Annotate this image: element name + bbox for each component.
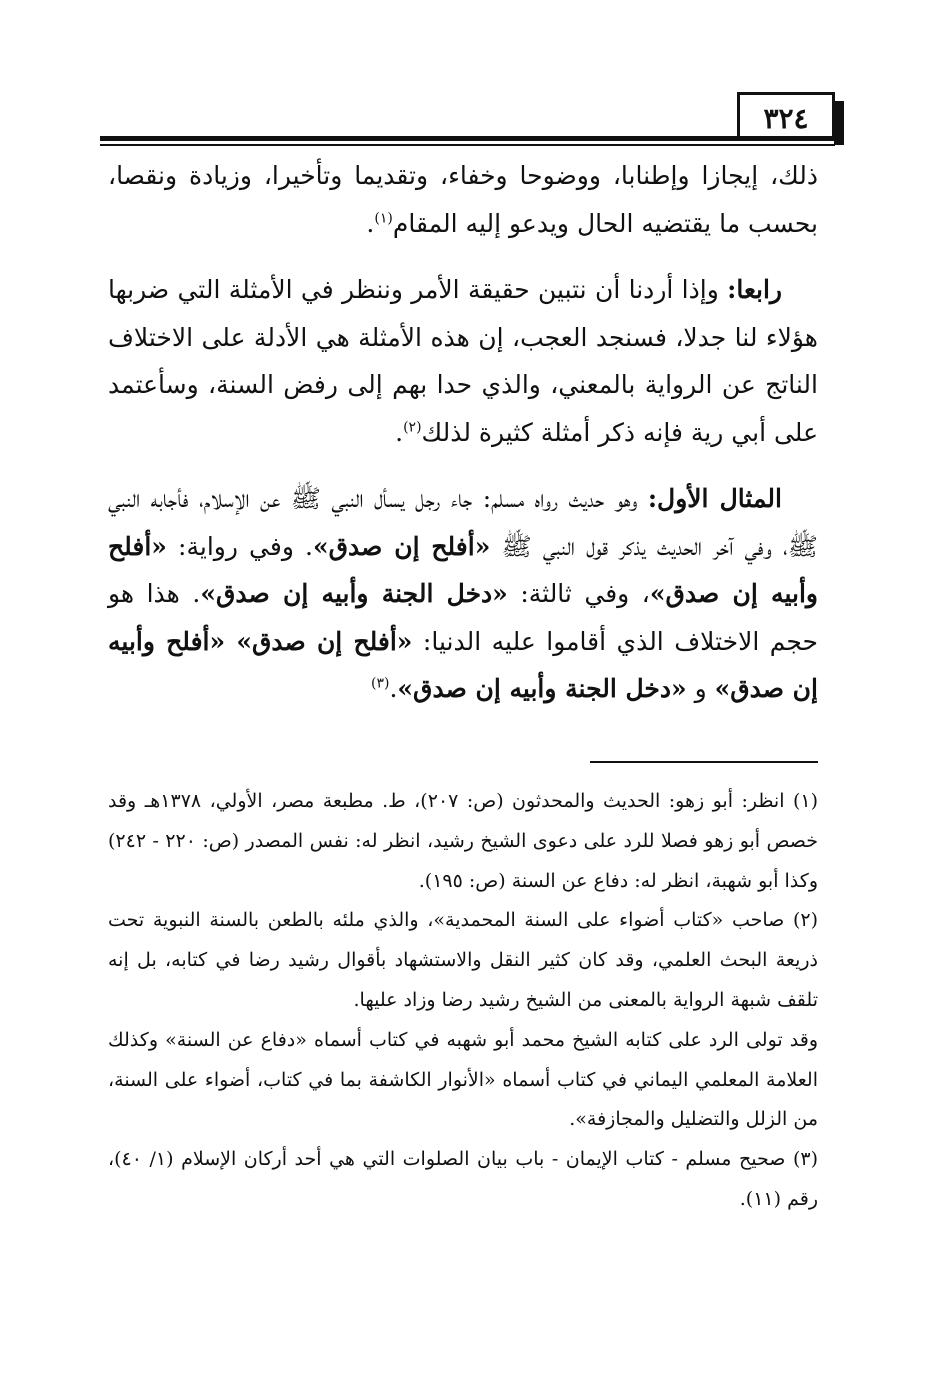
header-rule-thin (100, 144, 835, 146)
page-header (100, 92, 835, 152)
paragraph-2-lead: رابعا: (727, 275, 782, 304)
header-rule-thick (100, 136, 835, 141)
footnote-2-continued: وقد تولى الرد على كتابه الشيخ محمد أبو شهبه في كتاب أسماه «دفاع عن السنة» وكذلك العلامة المعلمي اليماني في كتاب أسماه «الأنوار الكاشفة بما في كتاب، أضواء على السنة، من الزلل والتضليل والمجازفة». (108, 1028, 818, 1131)
footnotes (108, 782, 818, 1220)
footnote-3: (٣) صحيح مسلم - كتاب الإيمان - باب بيان الصلوات التي هي أحد أركان الإسلام (١/ ٤٠)، رقم (١١). (108, 1148, 818, 1210)
hadith-quote-2: «أفلح وأبيه إن صدق» (108, 531, 818, 608)
paragraph-3: المثال الأول: وهو حديث رواه مسلم: جاء رجل يسأل النبي ﷺ عن الإسلام، فأجابه النبي ﷺ، وفي آخر الحديث يذكر قول النبي ﷺ «أفلح إن صدق». وفي رواية: «أفلح وأبيه إن صدق»، وفي ثالثة: «دخل الجنة وأبيه إن صدق». هذا هو حجم الاختلاف الذي أقاموا عليه الدنيا: «أفلح إن صدق» «أفلح وأبيه إن صدق» و «دخل الجنة وأبيه إن صدق».$^{(٣)}$ (108, 484, 818, 703)
footnote-separator (590, 761, 818, 763)
hadith-quote-1: «أفلح إن صدق» (312, 531, 491, 561)
footnote-ref-1: (١) (374, 210, 393, 227)
footnote-ref-3: (٣) (371, 675, 390, 692)
footnote-2: (٢) صاحب «كتاب أضواء على السنة المحمدية»، والذي ملئه بالطعن بالسنة النبوية تحت ذريعة البحث العلمي، وقد كان كثير النقل والاستشهاد بأقوال رشيد رضا في كتابه، بل إنه تلقف شبهة الرواية بالمعنى من الشيخ رشيد رضا وزاد عليها. (108, 909, 818, 1011)
hadith-quote-3: «دخل الجنة وأبيه إن صدق» (200, 579, 508, 608)
hadith-quote-4: «أفلح إن صدق» «أفلح وأبيه إن صدق» (108, 626, 818, 703)
paragraph-2: رابعا: وإذا أردنا أن نتبين حقيقة الأمر وننظر في الأمثلة التي ضربها هؤلاء لنا جدلا، فسنجد العجب، إن هذه الأمثلة هي الأدلة على الاختلاف الناتج عن الرواية بالمعني، والذي حدا بهم إلى رفض السنة، وسأعتمد على أبي رية فإنه ذكر أمثلة كثيرة لذلك$^{(٢)}$. (108, 275, 818, 447)
paragraph-1: ذلك، إيجازا وإطنابا، ووضوحا وخفاء، وتقديما وتأخيرا، وزيادة ونقصا، بحسب ما يقتضيه الحال ويدعو إليه المقام$^{(١)}$. (108, 161, 818, 238)
paragraph-3-lead: المثال الأول: (647, 484, 782, 513)
footnote-1: (١) انظر: أبو زهو: الحديث والمحدثون (ص: ٢٠٧)، ط. مطبعة مصر، الأولي، ١٣٧٨هـ وقد خصص أبو زهو فصلا للرد على دعوى الشيخ رشيد، انظر له: نفس المصدر (ص: ٢٢٠ - ٢٤٢) وكذا أبو شهبة، انظر له: دفاع عن السنة (ص: ١٩٥). (108, 790, 819, 892)
footnote-ref-2: (٢) (403, 419, 422, 436)
hadith-quote-5: «دخل الجنة وأبيه إن صدق» (397, 674, 687, 703)
main-text (108, 152, 818, 732)
page-number: ٣٢٤ (737, 92, 835, 141)
